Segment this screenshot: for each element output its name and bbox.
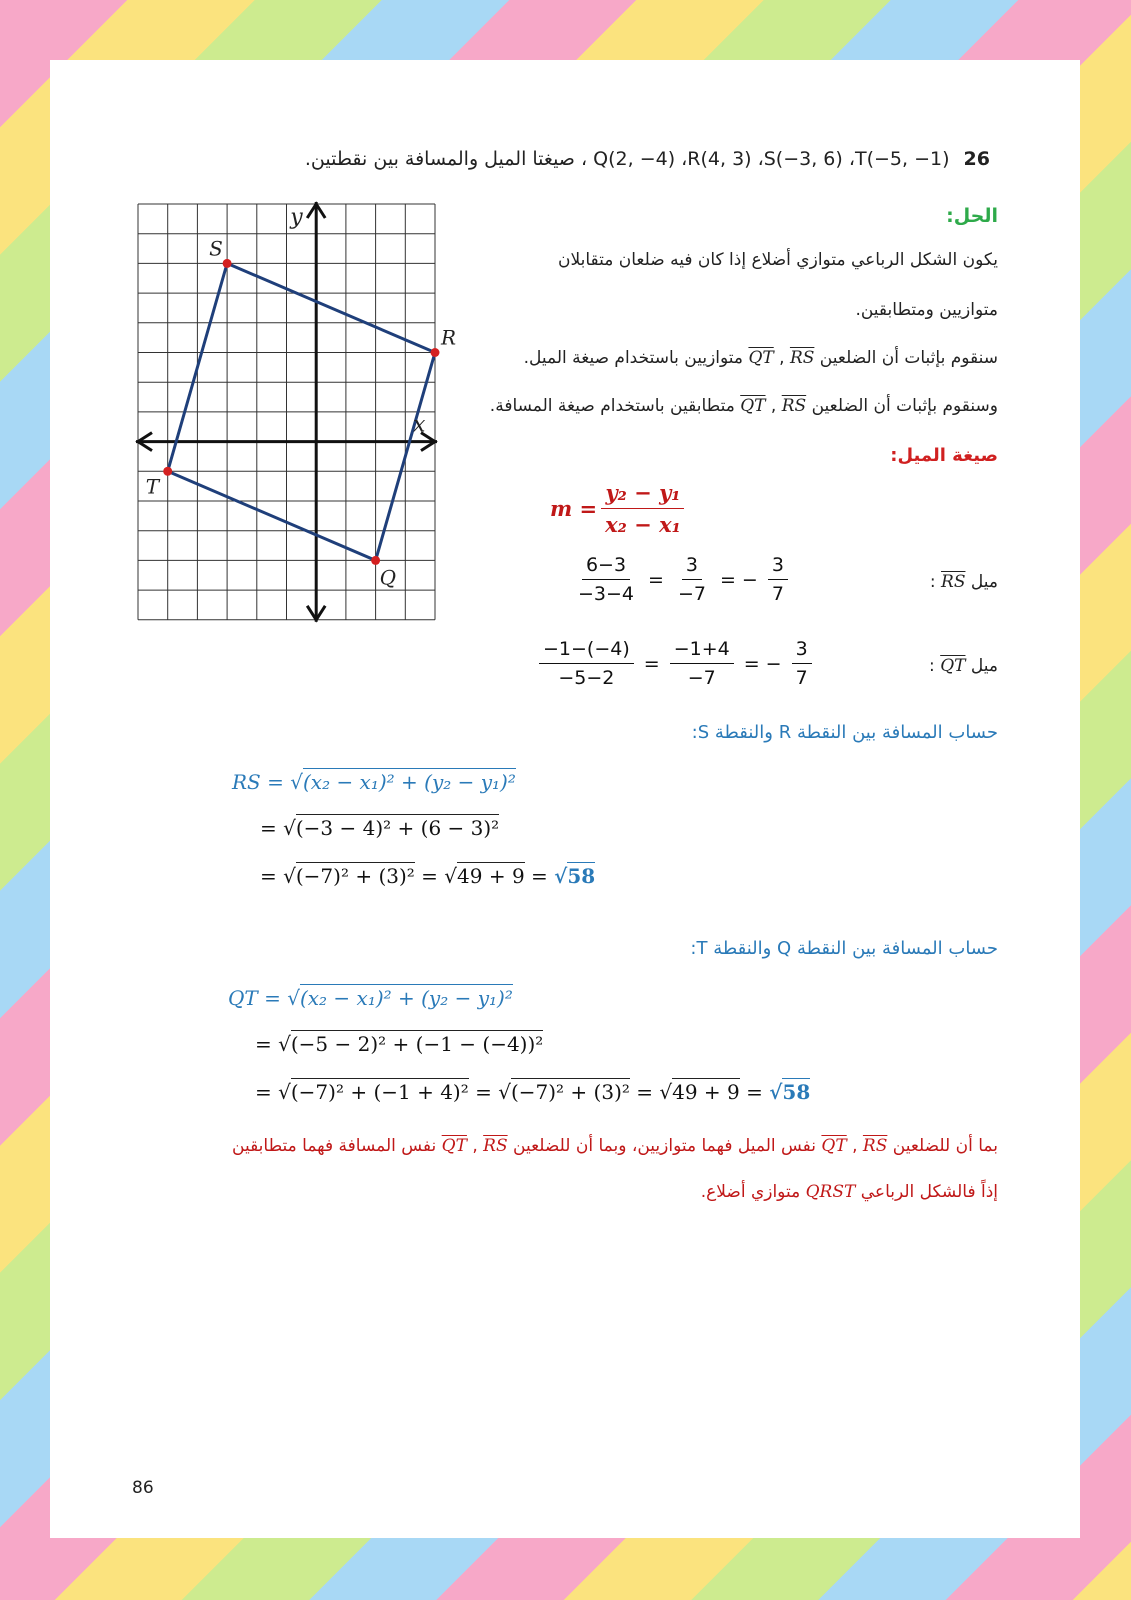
distance-qt-heading: حساب المسافة بين النقطة Q والنقطة T: bbox=[690, 938, 998, 959]
shape-name: QRST bbox=[805, 1182, 856, 1202]
rs-lhs: RS = bbox=[232, 770, 291, 794]
graph-grid bbox=[138, 204, 435, 620]
point-label-q: Q bbox=[379, 565, 397, 590]
y-axis-label: y bbox=[290, 205, 303, 230]
qt-substituted: (−5 − 2)² + (−1 − (−4))² bbox=[290, 1032, 544, 1056]
segment-qt: QT bbox=[740, 396, 766, 416]
worksheet-page bbox=[50, 60, 1080, 1538]
qt-general: (x₂ − x₁)² + (y₂ − y₁)² bbox=[299, 986, 513, 1010]
line3-pre: سنقوم بإثبات أن الضلعين bbox=[819, 348, 998, 368]
point-q bbox=[371, 556, 380, 565]
graph-points bbox=[146, 236, 456, 589]
line4-post: متطابقين باستخدام صيغة المسافة. bbox=[489, 396, 735, 416]
slope-den: x₂ − x₁ bbox=[605, 512, 681, 537]
point-label-s: S bbox=[209, 236, 223, 261]
slope-label: ميل bbox=[970, 572, 998, 592]
point-label-r: R bbox=[441, 325, 457, 350]
x-axis-label: x bbox=[413, 412, 426, 438]
point-t bbox=[163, 467, 172, 476]
conclusion-line-2: إذاً فالشكل الرباعي QRST متوازي أضلاع. bbox=[700, 1182, 998, 1202]
line3-post: متوازيين باستخدام صيغة الميل. bbox=[523, 348, 744, 368]
slope-num: y₂ − y₁ bbox=[601, 480, 684, 509]
point-label-t: T bbox=[145, 474, 160, 499]
rs-general: (x₂ − x₁)² + (y₂ − y₁)² bbox=[302, 770, 516, 794]
solution-line-1: يكون الشكل الرباعي متوازي أضلاع إذا كان فيه ضلعان متقابلان bbox=[557, 250, 998, 270]
question-header bbox=[305, 148, 990, 170]
distance-qt-line-2: = √(−5 − 2)² + (−1 − (−4))² bbox=[255, 1032, 544, 1056]
conclusion-line-1: بما أن للضلعين QT , RS نفس الميل فهما متوازيين، وبما أن للضلعين QT , RS نفس المسافة فهما متطابقين bbox=[232, 1136, 998, 1156]
solution-line-2: متوازيين ومتطابقين. bbox=[855, 300, 998, 320]
question-number: 26 bbox=[963, 148, 990, 170]
slope-m: m = bbox=[550, 496, 598, 521]
distance-qt-line-1: QT = √(x₂ − x₁)² + (y₂ − y₁)² bbox=[228, 986, 513, 1010]
distance-rs-line-2: = √(−3 − 4)² + (6 − 3)² bbox=[260, 816, 500, 840]
slope-formula bbox=[550, 480, 689, 537]
solution-line-3: سنقوم بإثبات أن الضلعين QT , RS متوازيين باستخدام صيغة الميل. bbox=[523, 348, 998, 368]
rs-substituted: (−3 − 4)² + (6 − 3)² bbox=[295, 816, 500, 840]
slope-qt-calc: $\frac{-1-(-4)}{-5-2}$ = $\frac{-1+4}{-7}$ = − $\frac{3}{7}$ bbox=[535, 638, 816, 689]
distance-qt-line-3: = √(−7)² + (−1 + 4)² = √(−7)² + (3)² = √49 + 9 = √58 bbox=[255, 1080, 811, 1104]
qt-lhs: QT = bbox=[228, 986, 288, 1010]
segment-qt: QT bbox=[748, 348, 774, 368]
point-s bbox=[223, 259, 232, 268]
distance-rs-heading: حساب المسافة بين النقطة R والنقطة S: bbox=[691, 722, 998, 743]
solution-line-4: وسنقوم بإثبات أن الضلعين QT , RS متطابقين باستخدام صيغة المسافة. bbox=[489, 396, 998, 416]
distance-rs-line-1: RS = √(x₂ − x₁)² + (y₂ − y₁)² bbox=[232, 770, 516, 794]
slope-rs-label: ميل RS : bbox=[929, 572, 998, 592]
qt-result: 58 bbox=[782, 1080, 811, 1104]
slope-label: ميل bbox=[970, 656, 998, 676]
segment-qt: QT bbox=[940, 656, 966, 676]
rs-result: 58 bbox=[567, 864, 596, 888]
line4-pre: وسنقوم بإثبات أن الضلعين bbox=[811, 396, 998, 416]
segment-rs: RS bbox=[941, 572, 966, 592]
point-r bbox=[431, 348, 440, 357]
question-text: Q(2, −4) ،R(4, 3) ،S(−3, 6) ،T(−5, −1) ، صيغتا الميل والمسافة بين نقطتين. bbox=[304, 148, 950, 170]
coordinate-graph bbox=[134, 200, 457, 636]
segment-rs: RS bbox=[789, 348, 815, 368]
slope-qt-label: ميل QT : bbox=[929, 656, 998, 676]
distance-rs-line-3: = √(−7)² + (3)² = √49 + 9 = √58 bbox=[260, 864, 596, 888]
page-number: 86 bbox=[132, 1478, 154, 1498]
slope-rs-calc: $\frac{6-3}{-3-4}$ = $\frac{3}{-7}$ = − $\frac{3}{7}$ bbox=[570, 554, 792, 605]
slope-heading: صيغة الميل: bbox=[890, 445, 998, 466]
solution-heading: الحل: bbox=[946, 205, 998, 227]
segment-rs: RS bbox=[781, 396, 807, 416]
